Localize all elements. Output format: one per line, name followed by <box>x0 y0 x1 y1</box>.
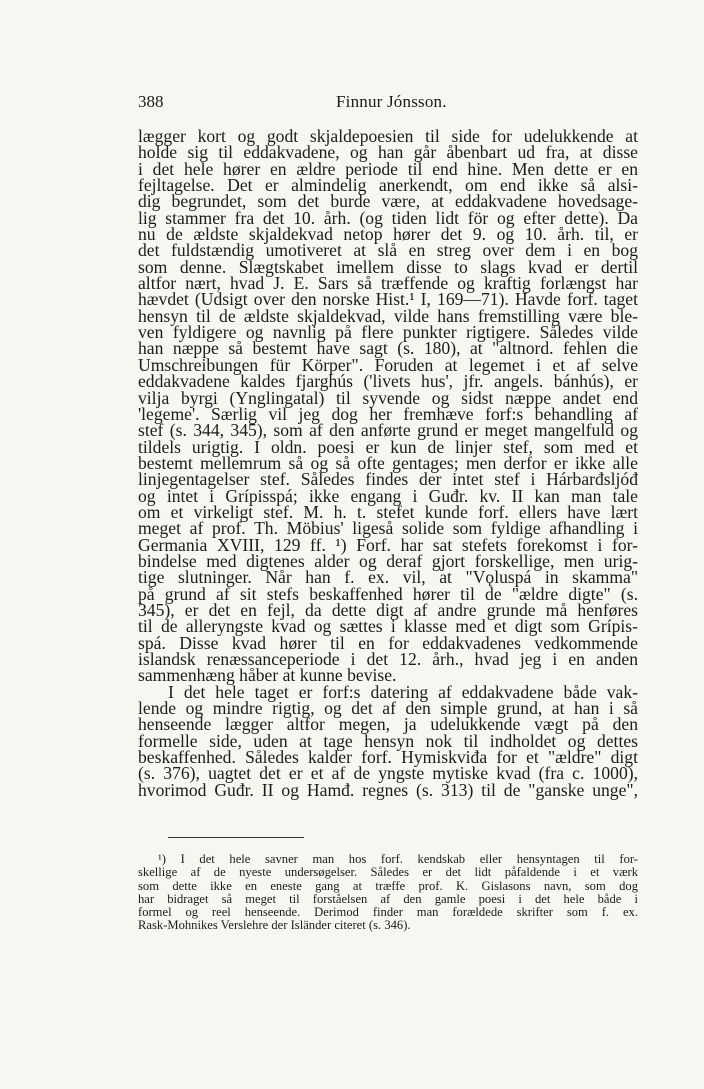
text-line: lende og mindre rigtig, og det af den simple grund, at han i så <box>138 698 638 719</box>
text-line: lig stammer fra det 10. årh. (og tiden lidt för og efter dette). Da <box>138 207 638 228</box>
text-line: om et virkeligt stef. M. h. t. stefet kunde forf. ellers have lært <box>138 501 638 522</box>
text-line: til de alleryngste kvad og sættes i klasse med et digt som Grípis- <box>138 616 638 637</box>
text-line: beskaffenhed. Således kalder forf. Hymiskviđa for et "ældre" digt <box>138 747 638 768</box>
page-header <box>138 92 638 116</box>
text-line: ven fyldigere og navnlig på flere punkter rigtigere. Således vilde <box>138 322 638 343</box>
text-line: henseende lægger altfor megen, ja udelukkende vægt på den <box>138 714 638 735</box>
text-line: fejltagelse. Det er almindelig anerkendt, om end ikke så alsi- <box>138 175 638 196</box>
footnote-line: som dette ikke en eneste gang at træffe prof. K. Gislasons navn, som dog <box>138 878 638 893</box>
text-line: spá. Disse kvad hører til en for eddakvadenes vedkommende <box>138 632 638 653</box>
text-line: nu de ældste skjaldekvad netop hører det 9. og 10. årh. til, er <box>138 224 638 245</box>
text-line: dig begrundet, som det burde være, at eddakvadene hovedsage- <box>138 191 638 212</box>
text-line: sammenhæng håber at kunne bevise. <box>138 665 397 686</box>
text-line: i det hele hører en ældre periode til end hine. Men dette er en <box>138 158 638 179</box>
text-line: stef (s. 344, 345), som af den anførte grund er meget mangelfuld og <box>138 420 638 441</box>
text-line: og intet i Grípisspá; ikke engang i Guđr. kv. II kan man tale <box>138 485 638 506</box>
text-line: hensyn til de ældste skjaldekvad, vilde hans fremstilling være ble- <box>138 305 638 326</box>
text-line: tige slutninger. Når han f. ex. vil, at "Vǫluspá in skamma" <box>138 567 638 588</box>
text-line: linjegentagelser stef. Således findes der intet stef i Hárbarđsljóđ <box>138 469 638 490</box>
text-line: formelle side, uden at tage hensyn nok til indholdet og dettes <box>138 730 638 751</box>
text-line: I det hele taget er forf:s datering af eddakvadene både vak- <box>168 681 638 702</box>
text-line: vilja byrgi (Ynglingatal) til syvende og sidst næppe andet end <box>138 387 638 408</box>
text-line: bestemt mellemrum så og så ofte gentages; men derfor er ikke alle <box>138 452 638 473</box>
footnote-line: har bidraget så meget til forståelsen af den gamle poesi i det hele både i <box>138 891 638 906</box>
text-line: eddakvadene kaldes fjarghús ('livets hus', jfr. angels. bánhús), er <box>138 371 638 392</box>
text-line: islandsk renæssanceperiode i det 12. årh., hvad jeg i en anden <box>138 649 638 669</box>
text-line: hvorimod Guđr. II og Hamđ. regnes (s. 313) til de "ganske unge", <box>138 779 638 800</box>
footnote-line: formel og reel henseende. Derimod finder man forældede skrifter som f. ex. <box>138 905 638 920</box>
text-line: Umschreibungen für Körper". Foruden at legemet i et af selve <box>138 354 638 375</box>
text-line: som denne. Slægtskabet imellem disse to slags kvad er dertil <box>138 256 638 277</box>
running-title: Finnur Jónsson. <box>336 92 447 111</box>
footnote <box>138 853 638 933</box>
text-line: det fuldstændig umotiveret at slå en streg over dem i en bog <box>138 240 638 261</box>
text-line: bindelse med digtenes alder og deraf gjort forskellige, men urig- <box>138 550 638 571</box>
footnote-line: ¹) I det hele savner man hos forf. kendskab eller hensyntagen til for- <box>158 852 638 866</box>
text-line: 345), er det en fejl, da dette digt af andre grunde må henføres <box>138 599 638 620</box>
text-line: altfor nært, hvad J. E. Sars så træffende og kraftig forlængst har <box>138 273 638 294</box>
footnote-line: Rask-Mohnikes Verslehre der Isländer citeret (s. 346). <box>138 918 411 933</box>
text-line: lægger kort og godt skjaldepoesien til side for udelukkende at <box>138 126 638 146</box>
text-line: (s. 376), uagtet det er et af de yngste mytiske kvad (fra c. 1000), <box>138 763 638 784</box>
footnote-line: skellige af de nyeste undersøgelser. Således er det lidt påfaldende i et værk <box>138 865 638 880</box>
body-text <box>138 128 638 798</box>
text-line: meget af prof. Th. Möbius' ligeså solide som fyldige afhandling i <box>138 518 638 539</box>
page-number: 388 <box>138 92 164 111</box>
text-line: Germania XVIII, 129 ff. ¹) Forf. har sat stefets forekomst i for- <box>138 534 638 555</box>
text-line: hævdet (Udsigt over den norske Hist.¹ I, 169—71). Havde forf. taget <box>138 289 638 310</box>
text-line: på grund af sit stefs beskaffenhed hører til de "ældre digte" (s. <box>138 583 638 604</box>
text-line: han næppe så bestemt have sagt (s. 180), at "altnord. fehlen die <box>138 338 638 359</box>
text-line: holde sig til eddakvadene, og han går åbenbart ud fra, at disse <box>138 142 638 163</box>
text-line: 'legeme'. Særlig vil jeg dog her fremhæve forf:s behandling af <box>138 403 638 424</box>
footnote-divider <box>168 837 304 838</box>
text-line: tildels urigtig. I oldn. poesi er kun de linjer stef, som med et <box>138 436 638 457</box>
